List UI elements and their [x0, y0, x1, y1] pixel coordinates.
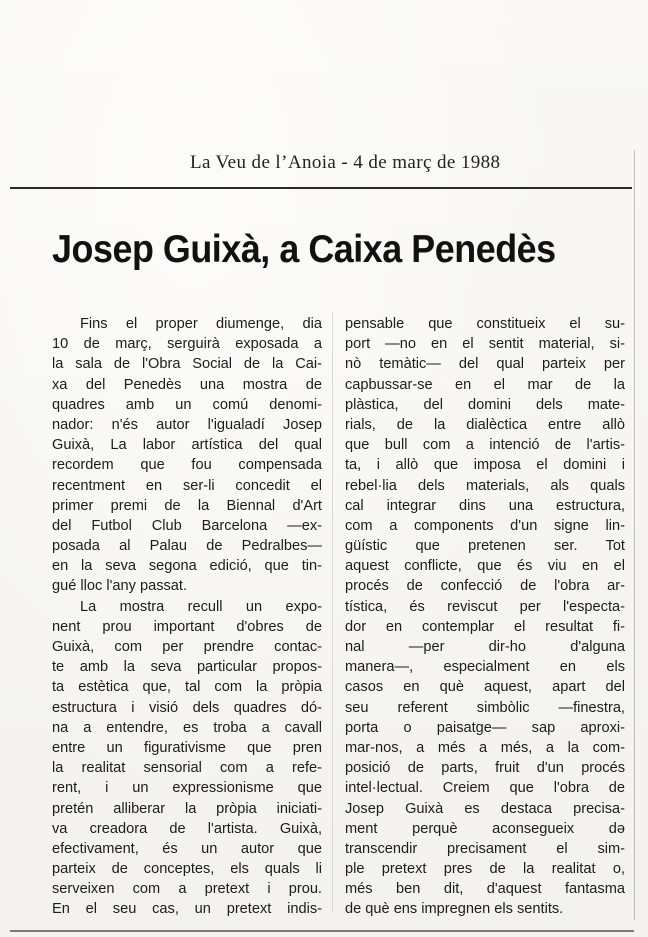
article-text-line: nò temàtic— del qual parteix per [345, 356, 625, 373]
article-left-column [52, 314, 322, 920]
article-text-line: nal —per dir-ho d'alguna [345, 639, 625, 655]
article-text-line: gué lloc l'any passat. [52, 578, 188, 595]
article-text-line: posició de parts, fruit d'un procés [345, 760, 625, 777]
article-text-line: rebel·lia dels materials, als quals [345, 477, 625, 494]
article-text-line: la realitat sensorial com a refe- [52, 760, 322, 777]
article-text-line: com a components d'un signe lin- [345, 517, 625, 534]
column-divider [332, 312, 333, 912]
article-text-line: en la seva segona edició, que tin- [52, 558, 322, 575]
article-text-line: quadres amb un comú denomi- [52, 396, 322, 413]
article-text-line: ple pretext pres de la realitat o, [345, 861, 625, 878]
article-text-line: recentment en ser-li concedit el [52, 477, 322, 494]
article-text-line: serveixen com a pretext i prou. [52, 881, 322, 898]
article-text-line: primer premi de la Biennal d'Art [52, 497, 322, 514]
article-text-line: la sala de l'Obra Social de la Cai- [52, 356, 322, 373]
article-text-line: dor en contemplar el resultat fi- [345, 618, 625, 635]
masthead-rule [10, 187, 632, 189]
article-text-line: Fins el proper diumenge, dia [80, 316, 322, 332]
article-text-line: casos en què aquest, apart del [345, 679, 625, 696]
article-text-line: rent, i un expressionisme que [52, 780, 322, 797]
article-text-line: manera—, especialment en els [345, 659, 625, 676]
article-text-line: capbussar-se en el mar de la [345, 376, 625, 393]
article-text-line: na a entendre, es troba a cavall [52, 719, 322, 736]
article-text-line: ta estètica que, tal com la pròpia [52, 679, 322, 696]
article-text-line: recordem que fou compensada [52, 457, 322, 474]
right-border-rule [634, 150, 635, 920]
article-text-line: porta o paisatge— sap aproxi- [345, 719, 625, 736]
article-text-line: procés de confecció de l'obra ar- [345, 578, 625, 595]
article-text-line: parteix de conceptes, els quals li [52, 861, 322, 878]
article-text-line: güístic que pretenen ser. Tot [345, 538, 625, 555]
article-headline: Josep Guixà, a Caixa Penedès [52, 228, 556, 271]
article-text-line: que bull com a intenció de l'artis- [345, 437, 625, 454]
article-text-line: pensable que constitueix el su- [345, 316, 625, 332]
article-text-line: transcendir precisament el sim- [345, 840, 625, 857]
article-text-line: tística, és reviscut per l'especta- [345, 598, 625, 615]
article-text-line: cal integrar dins una estructura, [345, 497, 625, 514]
masthead-date-line: La Veu de l’Anoia - 4 de març de 1988 [190, 152, 501, 173]
article-text-line: entre un figurativisme que pren [52, 739, 322, 756]
bottom-rule [10, 930, 634, 932]
article-text-line: efectivament, és un autor que [52, 840, 322, 857]
article-text-line: ment perquè aconsegueix də [345, 820, 625, 837]
article-text-line: port —no en el sentit material, si- [345, 336, 625, 353]
article-text-line: Guixà, La labor artística del qual [52, 437, 322, 454]
article-text-line: Guixà, com per prendre contac- [52, 639, 322, 655]
article-text-line: plàstica, del domini dels mate- [345, 396, 625, 413]
article-text-line: estructura i visió dels quadres dó- [52, 699, 322, 716]
article-text-line: del Futbol Club Barcelona —ex- [52, 517, 322, 534]
article-text-line: mar-nos, a més a més, a la com- [345, 739, 625, 756]
article-text-line: En el seu cas, un pretext indis- [52, 901, 322, 918]
article-text-line: més ben dit, d'aquest fantasma [345, 881, 625, 898]
article-text-line: ta, i allò que imposa el domini i [345, 457, 625, 474]
article-text-line: La mostra recull un expo- [80, 598, 322, 615]
article-text-line: pretén alliberar la pròpia iniciati- [52, 800, 322, 817]
article-text-line: nent prou important d'obres de [52, 618, 322, 635]
article-text-line: intel·lectual. Creiem que l'obra de [345, 780, 625, 797]
article-text-line: aquest conflicte, que és viu en el [345, 558, 625, 575]
article-text-line: te amb la seva particular propos- [52, 659, 322, 676]
article-text-line: posada al Palau de Pedralbes— [52, 538, 322, 555]
article-text-line: 10 de març, serguirà exposada a [52, 336, 322, 353]
article-right-column [345, 314, 625, 920]
article-text-line: nador: n'és autor l'igualadí Josep [52, 416, 322, 433]
article-text-line: seu referent simbòlic —finestra, [345, 699, 625, 716]
article-text-line: rials, de la dialèctica entre allò [345, 416, 625, 433]
article-text-line: va creadora de l'artista. Guixà, [52, 820, 322, 837]
article-text-line: Josep Guixà es destaca precisa- [345, 800, 625, 817]
article-text-line: xa del Penedès una mostra de [52, 376, 322, 393]
article-text-line: de què ens impregnen els sentits. [345, 901, 564, 918]
